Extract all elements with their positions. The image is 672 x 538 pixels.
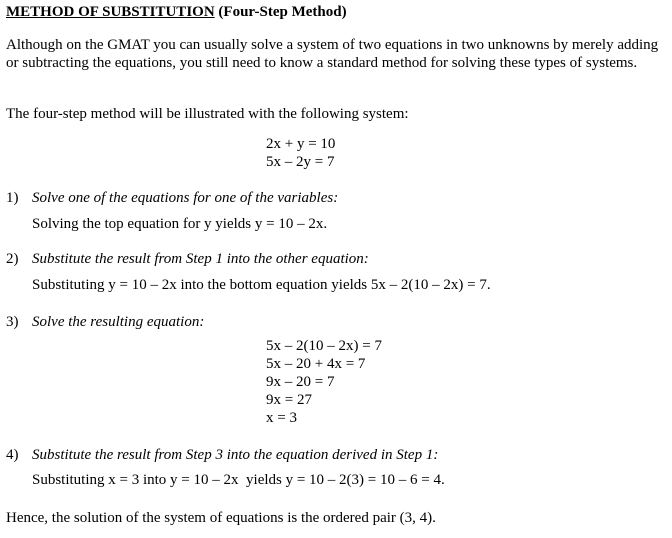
step-3-title: Solve the resulting equation:	[32, 314, 205, 330]
illustration-sentence: The four-step method will be illustrated with the following system:	[6, 106, 409, 122]
heading-subtitle: (Four-Step Method)	[218, 4, 347, 20]
step-2-body: Substituting y = 10 – 2x into the bottom equation yields 5x – 2(10 – 2x) = 7.	[32, 277, 491, 293]
step-1-title: Solve one of the equations for one of the variables:	[32, 190, 339, 206]
step-3-work-line: x = 3	[266, 410, 297, 426]
step-1-number: 1)	[6, 190, 19, 206]
step-3-work-line: 9x = 27	[266, 392, 312, 408]
step-1-body: Solving the top equation for y yields y = 10 – 2x.	[32, 216, 328, 232]
step-4-title: Substitute the result from Step 3 into the equation derived in Step 1:	[32, 447, 439, 463]
heading-title: METHOD OF SUBSTITUTION	[6, 4, 215, 20]
conclusion-sentence: Hence, the solution of the system of equations is the ordered pair (3, 4).	[6, 510, 436, 526]
system-equation-2: 5x – 2y = 7	[266, 154, 335, 170]
step-2-title: Substitute the result from Step 1 into the other equation:	[32, 251, 369, 267]
section-heading	[6, 4, 347, 21]
step-2-number: 2)	[6, 251, 19, 267]
step-3-work-line: 5x – 20 + 4x = 7	[266, 356, 366, 372]
intro-paragraph: Although on the GMAT you can usually solve a system of two equations in two unknowns by merely adding or subtracting the equations, you still need to know a standard method for solving these types of systems.	[6, 37, 659, 71]
step-4-body: Substituting x = 3 into y = 10 – 2x yields y = 10 – 2(3) = 10 – 6 = 4.	[32, 472, 445, 488]
system-equation-1: 2x + y = 10	[266, 136, 336, 152]
step-3-number: 3)	[6, 314, 19, 330]
step-3-work-line: 9x – 20 = 7	[266, 374, 335, 390]
step-4-number: 4)	[6, 447, 19, 463]
step-3-work-line: 5x – 2(10 – 2x) = 7	[266, 338, 382, 354]
